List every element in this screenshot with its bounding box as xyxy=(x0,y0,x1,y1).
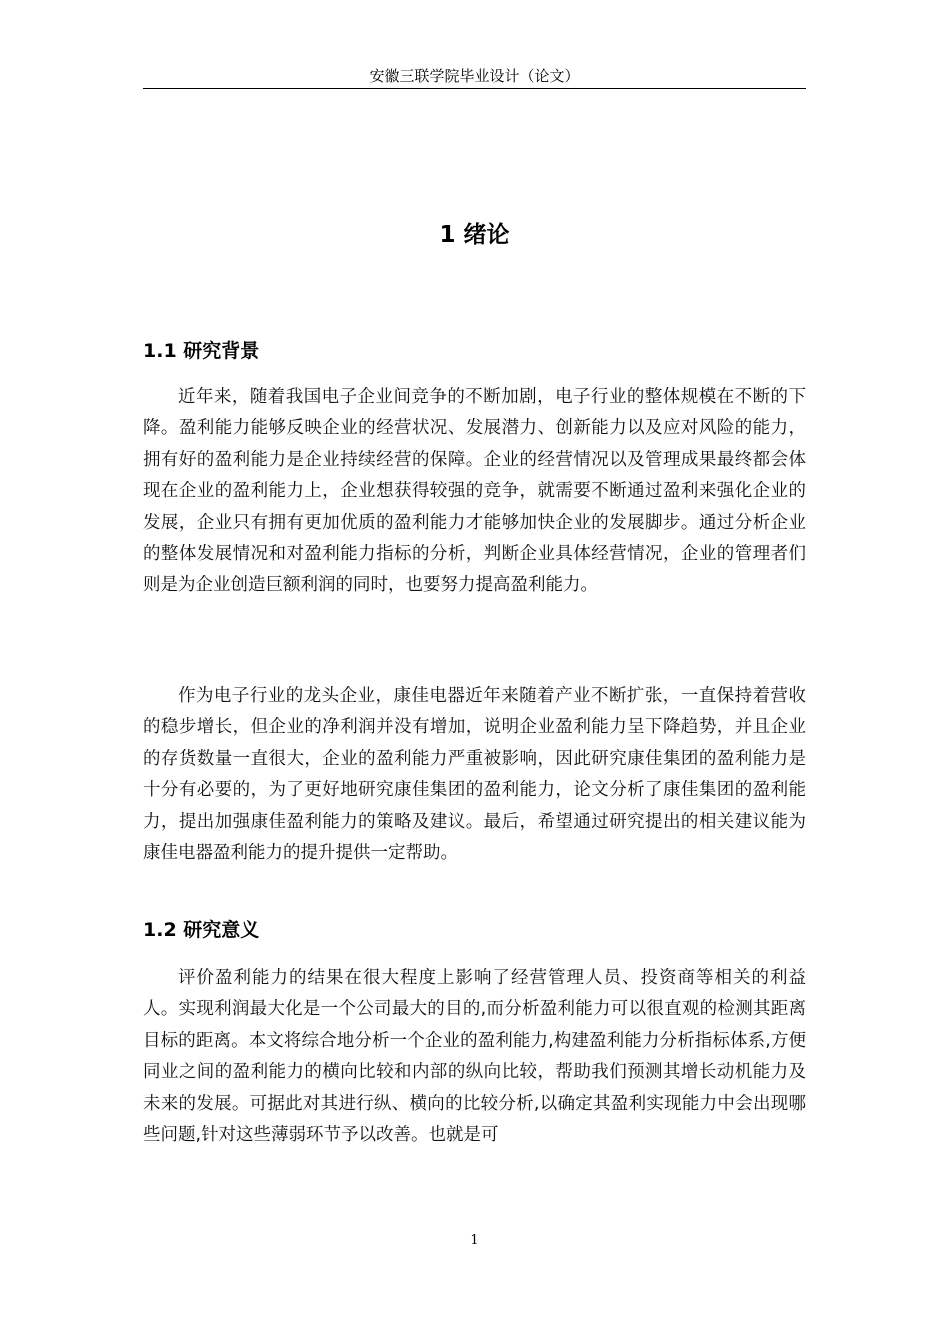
section-heading-significance: 1.2 研究意义 xyxy=(143,919,260,941)
paragraph: 作为电子行业的龙头企业，康佳电器近年来随着产业不断扩张，一直保持着营收的稳步增长，但企业的净利润并没有增加，说明企业盈利能力呈下降趋势，并且企业的存货数量一直很大，企业的盈利能力严重被影响，因此研究康佳集团的盈利能力是十分有必要的，为了更好地研究康佳集团的盈利能力，论文分析了康佳集团的盈利能力，提出加强康佳盈利能力的策略及建议。最后，希望通过研究提出的相关建议能为康佳电器盈利能力的提升提供一定帮助。 xyxy=(143,686,806,864)
paragraph: 评价盈利能力的结果在很大程度上影响了经营管理人员、投资商等相关的利益人。实现利润最大化是一个公司最大的目的,而分析盈利能力可以很直观的检测其距离目标的距离。本文将综合地分析一个企业的盈利能力,构建盈利能力分析指标体系,方便同业之间的盈利能力的横向比较和内部的纵向比较，帮助我们预测其增长动机能力及未来的发展。可据此对其进行纵、横向的比较分析,以确定其盈利实现能力中会出现哪些问题,针对这些薄弱环节予以改善。也就是可 xyxy=(143,968,806,1146)
paragraph: 近年来，随着我国电子企业间竞争的不断加剧，电子行业的整体规模在不断的下降。盈利能力能够反映企业的经营状况、发展潜力、创新能力以及应对风险的能力，拥有好的盈利能力是企业持续经营的保障。企业的经营情况以及管理成果最终都会体现在企业的盈利能力上，企业想获得较强的竞争，就需要不断通过盈利来强化企业的发展，企业只有拥有更加优质的盈利能力才能够加快企业的发展脚步。通过分析企业的整体发展情况和对盈利能力指标的分析，判断企业具体经营情况，企业的管理者们则是为企业创造巨额利润的同时，也要努力提高盈利能力。 xyxy=(143,387,806,596)
running-header: 安徽三联学院毕业设计（论文） xyxy=(369,67,580,85)
page-number: 1 xyxy=(470,1233,479,1248)
header-rule xyxy=(143,88,806,89)
section-heading-background: 1.1 研究背景 xyxy=(143,340,260,362)
chapter-title: 1 绪论 xyxy=(439,222,510,248)
